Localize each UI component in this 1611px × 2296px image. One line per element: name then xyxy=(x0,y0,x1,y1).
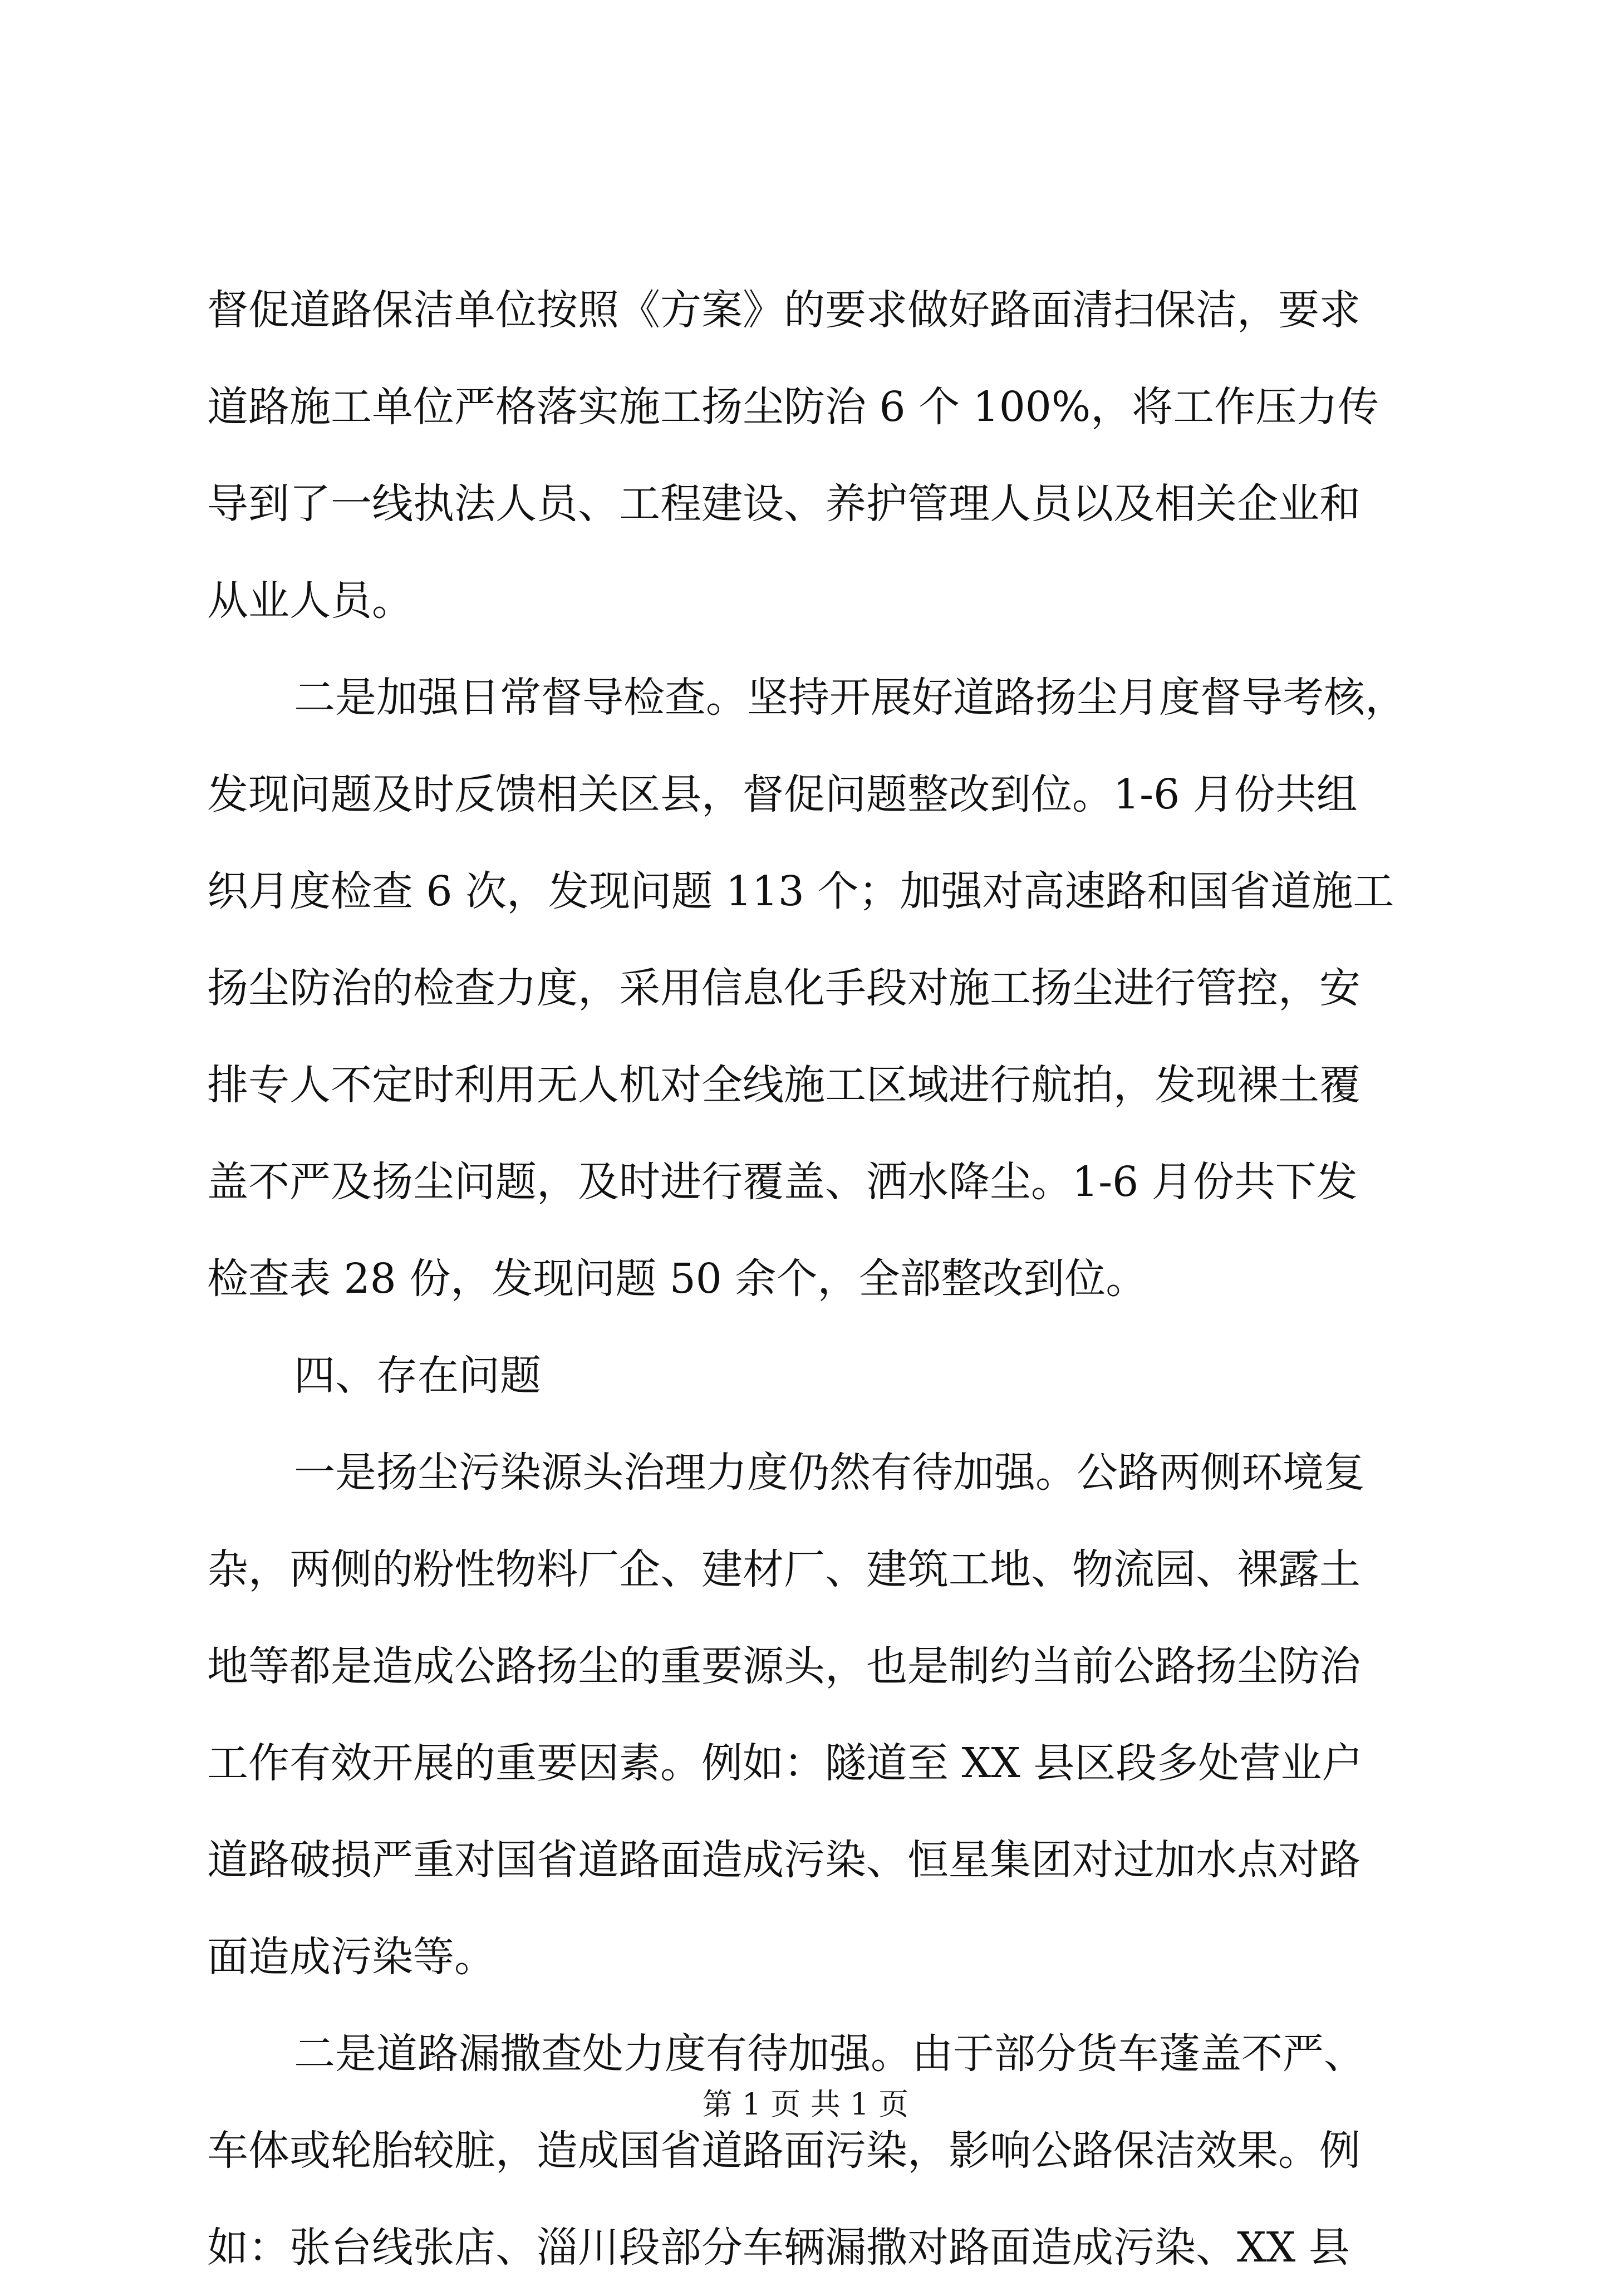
text-line: 车体或轮胎较脏，造成国省道路面污染，影响公路保洁效果。例 xyxy=(207,2127,1360,2175)
text-line: 导到了一线执法人员、工程建设、养护管理人员以及相关企业和 xyxy=(207,480,1360,528)
text-line: 从业人员。 xyxy=(207,577,413,625)
paragraph-start-line: 一是扬尘污染源头治理力度仍然有待加强。公路两侧环境复 xyxy=(294,1449,1365,1497)
text-line: 盖不严及扬尘问题，及时进行覆盖、洒水降尘。1-6 月份共下发 xyxy=(207,1158,1358,1206)
text-line: 道路破损严重对国省道路面造成污染、恒星集团对过加水点对路 xyxy=(207,1836,1360,1884)
text-line: 督促道路保洁单位按照《方案》的要求做好路面清扫保洁，要求 xyxy=(207,286,1360,334)
paragraph-start-line: 二是道路漏撒查处力度有待加强。由于部分货车蓬盖不严、 xyxy=(294,2030,1365,2078)
text-line: 地等都是造成公路扬尘的重要源头，也是制约当前公路扬尘防治 xyxy=(207,1642,1360,1690)
document-body xyxy=(207,262,1404,2296)
text-line: 织月度检查 6 次，发现问题 113 个；加强对高速路和国省道施工 xyxy=(207,867,1394,915)
text-line: 工作有效开展的重要因素。例如：隧道至 XX 县区段多处营业户 xyxy=(207,1739,1363,1787)
text-line: 杂，两侧的粉性物料厂企、建材厂、建筑工地、物流园、裸露土 xyxy=(207,1546,1360,1593)
text-line: 排专人不定时利用无人机对全线施工区域进行航拍，发现裸土覆 xyxy=(207,1061,1360,1109)
text-line: 检查表 28 份，发现问题 50 余个，全部整改到位。 xyxy=(207,1255,1147,1303)
text-line: 如：张台线张店、淄川段部分车辆漏撒对路面造成污染、XX 县 xyxy=(207,2224,1350,2272)
text-line: 道路施工单位严格落实施工扬尘防治 6 个 100%，将工作压力传 xyxy=(207,383,1379,431)
section-heading: 四、存在问题 xyxy=(294,1352,541,1400)
text-line: 扬尘防治的检查力度，采用信息化手段对施工扬尘进行管控，安 xyxy=(207,964,1360,1012)
text-line: 发现问题及时反馈相关区县，督促问题整改到位。1-6 月份共组 xyxy=(207,771,1358,818)
paragraph-start-line: 二是加强日常督导检查。坚持开展好道路扬尘月度督导考核， xyxy=(294,674,1406,722)
text-line: 面造成污染等。 xyxy=(207,1933,495,1981)
page-number-footer: 第 1 页 共 1 页 xyxy=(702,2087,909,2122)
